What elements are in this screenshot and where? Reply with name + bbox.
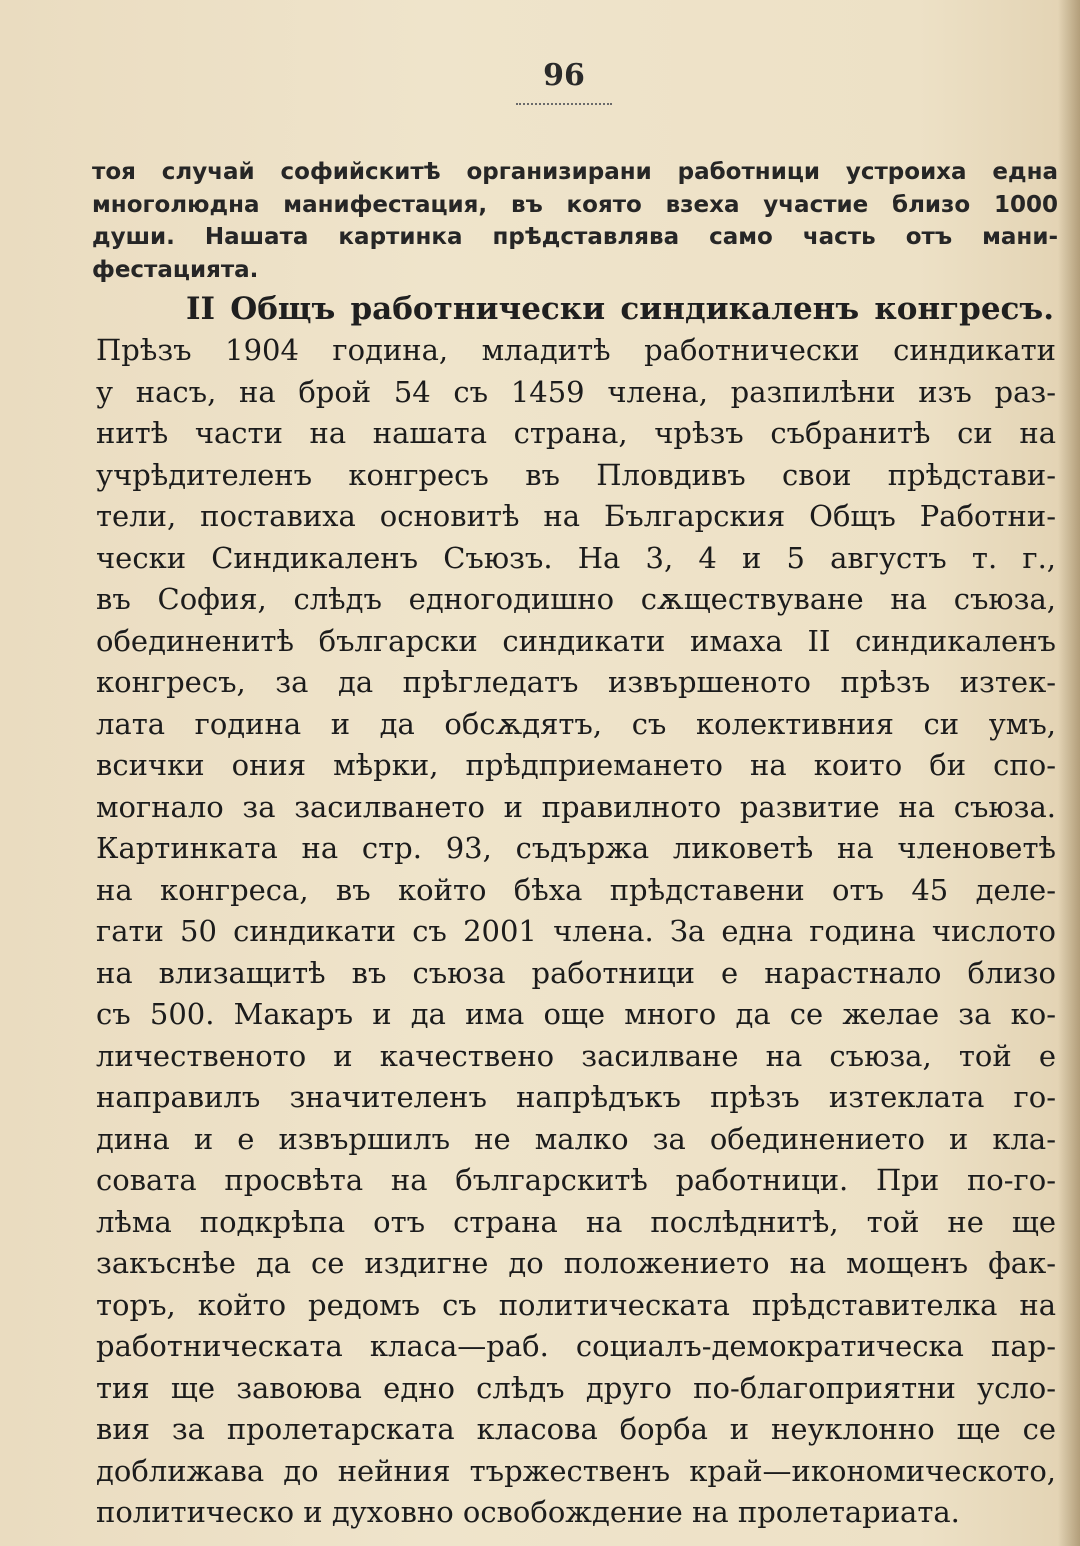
text-line: съ 500. Макаръ и да има още много да се желае за ко- [96,997,1056,1031]
text-line: учрѣдителенъ конгресъ въ Пловдивъ свои прѣдстави- [96,457,1056,492]
text-line: Прѣзъ 1904 година, младитѣ работнически синдикати [96,333,1056,367]
caption-line: тоя случай софийскитѣ организирани работници устроиха една [92,159,1058,185]
text-line: тели, поставиха основитѣ на Българския Общъ Работни- [96,499,1056,533]
photo-caption [92,156,1058,286]
section-heading: II Общъ работнически синдикаленъ конгресъ. [186,291,1054,327]
text-line: дина и е извършилъ не малко за обединението и кла- [96,1121,1056,1156]
text-line: обединенитѣ български синдикати имаха II синдикаленъ [96,623,1056,658]
caption-line: фестацията. [92,256,259,283]
text-line: у насъ, на брой 54 съ 1459 члена, разпилѣни изъ раз- [96,374,1056,409]
text-line: нитѣ части на нашата страна, чрѣзъ събранитѣ си на [96,416,1056,450]
text-line: конгресъ, за да прѣгледатъ извършеното прѣзъ изтек- [96,665,1056,699]
text-line: политическо и духовно освобождение на пролетариата. [96,1495,960,1529]
caption-line: души. Нашата картинка прѣдставлява само часть отъ мани- [92,224,1058,250]
caption-line: многолюдна манифестация, въ която взеха участие близо 1000 [92,191,1058,218]
text-line: направилъ значителенъ напрѣдъкъ прѣзъ изтеклата го- [96,1080,1056,1114]
text-line: совата просвѣта на българскитѣ работници. При по-го- [96,1163,1056,1197]
text-line: чески Синдикаленъ Съюзъ. На 3, 4 и 5 августъ т. г., [96,540,1056,575]
page-number: 96 [543,58,585,93]
section-body [96,330,1056,1534]
text-line: могнало за засилването и правилното развитие на съюза. [96,789,1056,824]
text-line: вия за пролетарската класова борба и неуклонно ще се [96,1412,1056,1446]
text-line: личественото и качествено засилване на съюза, той е [96,1038,1056,1073]
page-edge-shadow [1058,0,1080,1546]
text-line: доближава до нейния тържественъ край—икономическото, [96,1453,1056,1488]
text-line: лѣма подкрѣпа отъ страна на послѣднитѣ, той не ще [96,1204,1056,1239]
text-line: въ София, слѣдъ едногодишно сѫществуване на съюза, [96,582,1056,616]
text-line: работническата класа—раб. социалъ-демократическа пар- [96,1329,1056,1363]
text-line: закъснѣе да се издигне до положението на мощенъ фак- [96,1246,1056,1280]
text-line: тия ще завоюва едно слѣдъ друго по-благоприятни усло- [96,1370,1056,1405]
page-number-rule [516,103,612,105]
text-line: всички ония мѣрки, прѣдприемането на които би спо- [96,748,1056,782]
text-line: на влизащитѣ въ съюза работници е нарастнало близо [96,955,1056,990]
text-line: лата година и да обсѫдятъ, съ колективния си умъ, [96,706,1056,741]
text-line: на конгреса, въ който бѣха прѣдставени отъ 45 деле- [96,872,1056,907]
text-line: торъ, който редомъ съ политическата прѣдставителка на [96,1287,1056,1322]
text-line: гати 50 синдикати съ 2001 члена. За една година числото [96,914,1056,948]
text-line: Картинката на стр. 93, съдържа ликоветѣ на членоветѣ [96,831,1056,865]
